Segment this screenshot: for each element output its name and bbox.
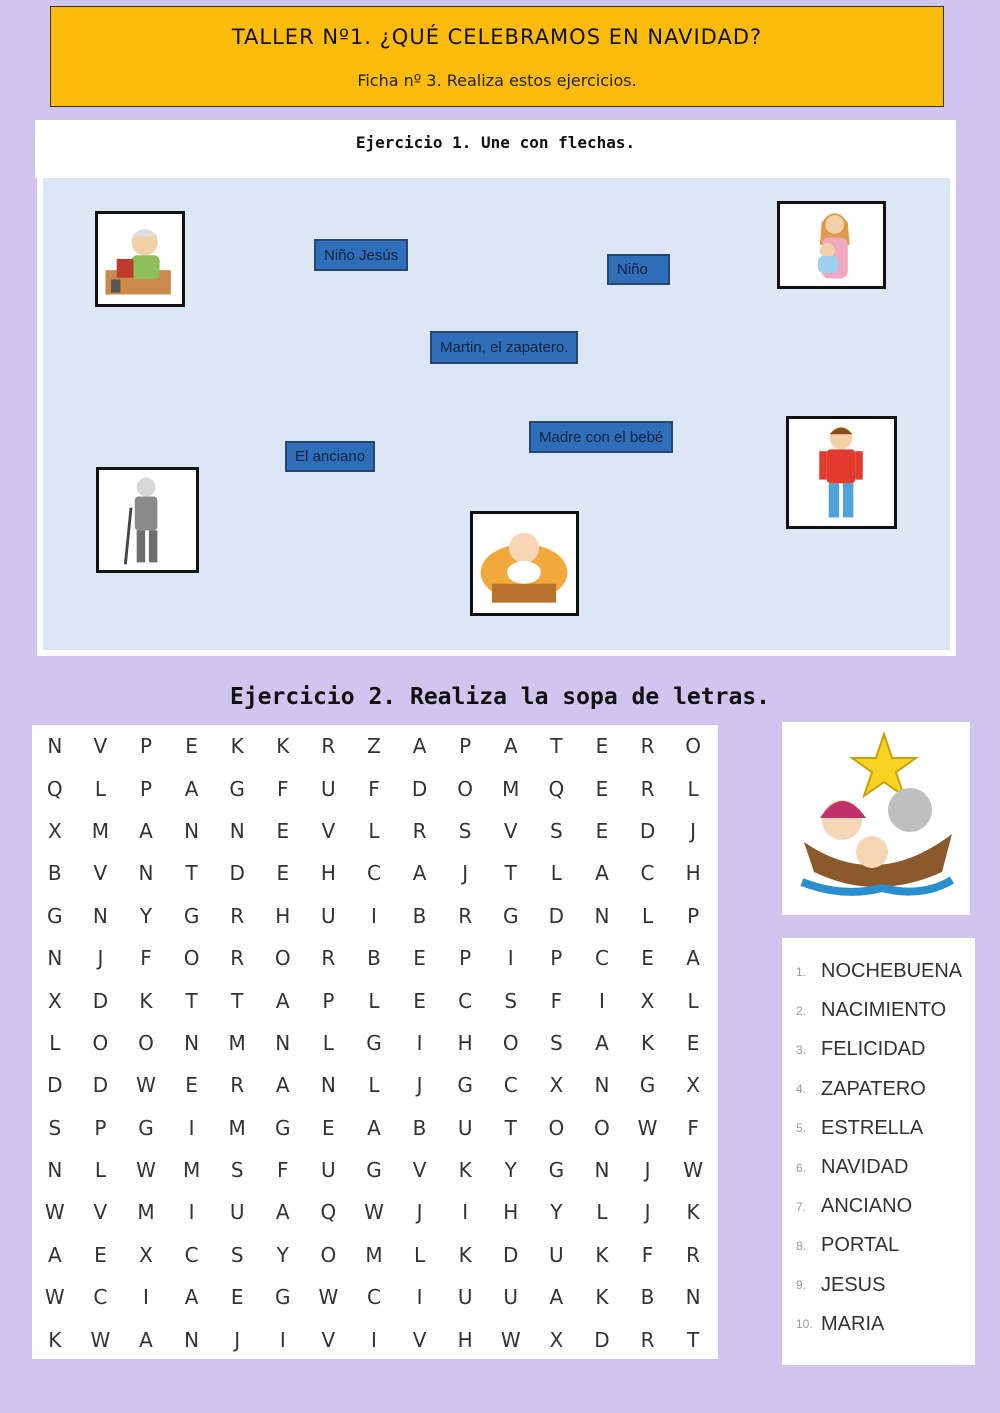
grid-letter[interactable]: M (137, 1200, 155, 1225)
grid-letter[interactable]: A (503, 734, 518, 759)
grid-letter[interactable]: I (279, 1327, 286, 1352)
grid-letter[interactable]: A (184, 776, 199, 801)
grid-letter[interactable]: D (503, 1242, 519, 1267)
grid-letter[interactable]: O (594, 1115, 610, 1140)
grid-letter[interactable]: M (365, 1242, 383, 1267)
grid-letter[interactable]: V (93, 1200, 108, 1225)
grid-letter[interactable]: V (412, 1327, 427, 1352)
grid-letter[interactable]: A (275, 1073, 290, 1098)
grid-letter[interactable]: W (318, 1285, 339, 1310)
grid-letter[interactable]: N (184, 1327, 200, 1352)
grid-letter[interactable]: N (138, 861, 154, 886)
grid-letter[interactable]: X (549, 1073, 564, 1098)
word-number: 1. (796, 964, 807, 979)
grid-letter[interactable]: O (183, 946, 200, 971)
grid-letter[interactable]: W (364, 1200, 384, 1225)
grid-letter[interactable]: P (459, 946, 472, 971)
grid-letter[interactable]: L (368, 988, 380, 1013)
grid-letter[interactable]: D (92, 1073, 109, 1098)
word-text: ESTRELLA (821, 1116, 924, 1139)
grid-letter[interactable]: B (640, 1285, 655, 1310)
grid-letter[interactable]: E (641, 946, 654, 971)
grid-letter[interactable]: A (367, 1115, 381, 1140)
grid-letter[interactable]: G (183, 903, 200, 928)
word-search-table (32, 725, 716, 1361)
grid-letter[interactable]: Q (320, 1200, 337, 1225)
worksheet-header (50, 6, 944, 107)
grid-letter[interactable]: O (274, 946, 291, 971)
word-list-item (782, 1148, 975, 1187)
grid-letter[interactable]: U (457, 1285, 473, 1310)
grid-row (32, 725, 716, 767)
word-search-grid (32, 725, 718, 1359)
word-list-item (782, 1305, 975, 1344)
grid-letter[interactable]: E (595, 734, 609, 759)
grid-letter[interactable]: F (277, 1158, 289, 1183)
grid-letter[interactable]: E (595, 776, 609, 801)
grid-letter[interactable]: H (685, 861, 701, 886)
grid-letter[interactable]: W (44, 1200, 65, 1225)
word-text: JESUS (821, 1273, 886, 1296)
grid-letter[interactable]: A (275, 1200, 290, 1225)
word-number: 8. (796, 1238, 807, 1253)
word-list (782, 938, 975, 1365)
grid-letter[interactable]: J (97, 946, 104, 971)
grid-letter[interactable]: R (458, 903, 473, 928)
grid-letter[interactable]: E (595, 818, 609, 843)
grid-letter[interactable]: O (320, 1242, 337, 1267)
grid-letter[interactable]: W (500, 1327, 521, 1352)
grid-letter[interactable]: S (48, 1115, 62, 1140)
grid-letter[interactable]: C (366, 1285, 381, 1310)
tag-el-anciano[interactable]: El anciano (285, 441, 375, 472)
exercise2-label: Ejercicio 2. Realiza la sopa de letras. (229, 684, 771, 710)
grid-letter[interactable]: A (686, 946, 700, 971)
grid-letter[interactable]: S (504, 988, 518, 1013)
grid-letter[interactable]: P (459, 734, 472, 759)
word-list-item (782, 1109, 975, 1148)
grid-letter[interactable]: C (93, 1285, 108, 1310)
grid-letter[interactable]: J (644, 1200, 651, 1225)
grid-letter[interactable]: X (686, 1073, 700, 1098)
grid-letter[interactable]: G (639, 1073, 656, 1098)
mother-with-baby-picture[interactable] (777, 201, 886, 289)
grid-letter[interactable]: V (412, 1158, 427, 1183)
grid-letter[interactable]: M (91, 818, 110, 843)
grid-letter[interactable]: I (371, 903, 377, 928)
grid-letter[interactable]: J (234, 1327, 241, 1352)
grid-letter[interactable]: V (321, 1327, 336, 1352)
grid-letter[interactable]: J (462, 861, 469, 886)
grid-row (32, 1022, 716, 1064)
grid-letter[interactable]: L (368, 1073, 380, 1098)
word-text: NOCHEBUENA (821, 960, 963, 983)
exercise1-header (35, 120, 956, 178)
grid-letter[interactable]: H (320, 861, 336, 886)
grid-letter[interactable]: P (550, 946, 563, 971)
grid-row (32, 810, 716, 852)
grid-letter[interactable]: L (641, 903, 654, 928)
grid-letter[interactable]: T (504, 1115, 517, 1140)
grid-letter[interactable]: K (458, 1242, 472, 1267)
grid-letter[interactable]: O (502, 1030, 519, 1055)
grid-letter[interactable]: K (139, 988, 153, 1013)
word-text: ZAPATERO (821, 1077, 926, 1100)
grid-letter[interactable]: M (502, 776, 520, 801)
grid-letter[interactable]: F (550, 988, 563, 1013)
grid-letter[interactable]: F (368, 776, 380, 801)
grid-letter[interactable]: J (416, 1073, 423, 1098)
grid-letter[interactable]: S (230, 1158, 244, 1183)
grid-letter[interactable]: U (321, 776, 336, 801)
grid-letter[interactable]: A (139, 1327, 153, 1352)
grid-letter[interactable]: W (637, 1115, 658, 1140)
grid-letter[interactable]: A (549, 1285, 564, 1310)
grid-letter[interactable]: G (502, 903, 519, 928)
grid-letter[interactable]: L (413, 1242, 426, 1267)
grid-letter[interactable]: D (92, 988, 109, 1013)
grid-letter[interactable]: A (47, 1242, 62, 1267)
grid-letter[interactable]: B (412, 1115, 427, 1140)
grid-letter[interactable]: E (322, 1115, 335, 1140)
grid-letter[interactable]: P (94, 1115, 107, 1140)
grid-letter[interactable]: I (188, 1200, 195, 1225)
grid-row (32, 895, 716, 937)
grid-letter[interactable]: E (276, 818, 290, 843)
grid-letter[interactable]: O (685, 734, 701, 759)
grid-letter[interactable]: J (690, 818, 697, 843)
grid-letter[interactable]: B (367, 946, 381, 971)
grid-letter[interactable]: P (139, 734, 153, 759)
grid-letter[interactable]: N (594, 1073, 610, 1098)
grid-row (32, 1064, 716, 1106)
grid-letter[interactable]: L (596, 1200, 608, 1225)
grid-row (32, 767, 716, 809)
word-number: 6. (796, 1160, 807, 1175)
grid-letter[interactable]: A (184, 1285, 199, 1310)
grid-letter[interactable]: W (136, 1073, 156, 1098)
grid-letter[interactable]: A (139, 818, 153, 843)
grid-letter[interactable]: O (457, 776, 474, 801)
grid-letter[interactable]: N (47, 734, 63, 759)
grid-letter[interactable]: L (368, 818, 380, 843)
word-text: MARIA (821, 1312, 885, 1335)
grid-letter[interactable]: M (228, 1030, 246, 1055)
grid-letter[interactable]: B (47, 861, 62, 886)
grid-letter[interactable]: T (504, 861, 517, 886)
old-man-picture[interactable] (96, 467, 199, 573)
word-list-item (782, 1030, 975, 1069)
grid-letter[interactable]: T (185, 988, 198, 1013)
grid-letter[interactable]: W (136, 1158, 156, 1183)
grid-letter[interactable]: P (687, 903, 700, 928)
grid-letter[interactable]: V (93, 861, 108, 886)
grid-row (32, 1318, 716, 1360)
grid-letter[interactable]: K (48, 1327, 62, 1352)
grid-letter[interactable]: G (47, 903, 63, 928)
grid-letter[interactable]: I (416, 1285, 423, 1310)
grid-letter[interactable]: K (595, 1285, 609, 1310)
grid-letter[interactable]: M (228, 1115, 246, 1140)
grid-letter[interactable]: N (229, 818, 245, 843)
grid-letter[interactable]: C (184, 1242, 199, 1267)
grid-letter[interactable]: C (366, 861, 381, 886)
grid-letter[interactable]: K (458, 1158, 472, 1183)
grid-letter[interactable]: F (277, 776, 289, 801)
grid-letter[interactable]: H (457, 1030, 473, 1055)
word-list-item (782, 991, 975, 1030)
grid-letter[interactable]: E (94, 1242, 107, 1267)
grid-letter[interactable]: P (322, 988, 335, 1013)
grid-letter[interactable]: Y (550, 1200, 563, 1225)
grid-letter[interactable]: G (366, 1158, 382, 1183)
boy-picture[interactable] (786, 416, 897, 529)
tag-nino-jesus[interactable]: Niño Jesús (314, 239, 408, 271)
grid-row (32, 1234, 716, 1276)
grid-letter[interactable]: N (47, 946, 63, 971)
grid-letter[interactable]: I (371, 1327, 377, 1352)
grid-letter[interactable]: G (229, 776, 245, 801)
grid-letter[interactable]: I (143, 1285, 149, 1310)
grid-letter[interactable]: X (47, 818, 62, 843)
word-text: NAVIDAD (821, 1156, 909, 1179)
grid-letter[interactable]: C (640, 861, 655, 886)
grid-letter[interactable]: Y (504, 1158, 517, 1183)
grid-letter[interactable]: L (49, 1030, 61, 1055)
grid-letter[interactable]: V (321, 818, 336, 843)
grid-letter[interactable]: A (595, 1030, 609, 1055)
grid-letter[interactable]: C (503, 1073, 518, 1098)
grid-letter[interactable]: D (47, 1073, 63, 1098)
tag-nino[interactable]: Niño (607, 254, 670, 285)
grid-letter[interactable]: K (230, 734, 244, 759)
grid-letter[interactable]: R (640, 734, 655, 759)
grid-letter[interactable]: X (549, 1327, 564, 1352)
grid-letter[interactable]: G (275, 1285, 291, 1310)
grid-letter[interactable]: E (185, 1073, 198, 1098)
grid-letter[interactable]: A (595, 861, 609, 886)
grid-letter[interactable]: U (549, 1242, 564, 1267)
grid-letter[interactable]: I (416, 1030, 423, 1055)
grid-letter[interactable]: N (275, 1030, 291, 1055)
grid-letter[interactable]: K (640, 1030, 655, 1055)
grid-letter[interactable]: L (550, 861, 562, 886)
grid-letter[interactable]: D (639, 818, 656, 843)
grid-letter[interactable]: Z (367, 734, 381, 759)
grid-row (32, 1276, 716, 1318)
grid-letter[interactable]: U (321, 1158, 336, 1183)
grid-letter[interactable]: P (139, 776, 153, 801)
grid-letter[interactable]: R (640, 776, 655, 801)
grid-letter[interactable]: G (138, 1115, 154, 1140)
grid-letter[interactable]: G (275, 1115, 291, 1140)
grid-letter[interactable]: K (276, 734, 290, 759)
word-number: 10. (796, 1317, 813, 1332)
grid-letter[interactable]: S (549, 818, 563, 843)
grid-row (32, 1107, 716, 1149)
grid-letter[interactable]: Q (548, 776, 565, 801)
grid-letter[interactable]: R (321, 946, 336, 971)
grid-letter[interactable]: I (507, 946, 514, 971)
grid-letter[interactable]: A (412, 734, 427, 759)
grid-letter[interactable]: X (640, 988, 655, 1013)
nativity-picture (782, 722, 970, 915)
grid-letter[interactable]: N (685, 1285, 701, 1310)
grid-letter[interactable]: R (412, 818, 427, 843)
grid-letter[interactable]: X (139, 1242, 153, 1267)
grid-letter[interactable]: N (184, 818, 200, 843)
grid-letter[interactable]: L (687, 776, 699, 801)
grid-letter[interactable]: F (140, 946, 152, 971)
grid-letter[interactable]: F (687, 1115, 699, 1140)
worksheet-title: TALLER Nº1. ¿QUÉ CELEBRAMOS EN NAVIDAD? (231, 25, 763, 49)
grid-row (32, 1149, 716, 1191)
tag-martin-zapatero[interactable]: Martin, el zapatero. (430, 331, 578, 364)
grid-row (32, 852, 716, 894)
grid-letter[interactable]: I (188, 1115, 195, 1140)
grid-letter[interactable]: N (594, 903, 610, 928)
exercise1-label: Ejercicio 1. Une con flechas. (355, 133, 636, 152)
grid-letter[interactable]: F (641, 1242, 654, 1267)
grid-letter[interactable]: R (321, 734, 336, 759)
grid-letter[interactable]: T (185, 861, 198, 886)
grid-letter[interactable]: I (462, 1200, 469, 1225)
grid-letter[interactable]: I (598, 988, 605, 1013)
grid-letter[interactable]: L (94, 776, 106, 801)
grid-letter[interactable]: T (550, 734, 563, 759)
grid-letter[interactable]: M (182, 1158, 201, 1183)
grid-letter[interactable]: O (92, 1030, 109, 1055)
grid-letter[interactable]: S (549, 1030, 563, 1055)
grid-letter[interactable]: H (503, 1200, 519, 1225)
grid-letter[interactable]: O (138, 1030, 154, 1055)
grid-letter[interactable]: N (320, 1073, 336, 1098)
grid-letter[interactable]: Y (276, 1242, 289, 1267)
grid-letter[interactable]: D (229, 861, 245, 886)
grid-letter[interactable]: R (640, 1327, 655, 1352)
grid-letter[interactable]: A (412, 861, 427, 886)
worksheet-subtitle: Ficha nº 3. Realiza estos ejercicios. (357, 71, 637, 90)
grid-letter[interactable]: R (230, 1073, 245, 1098)
grid-letter[interactable]: E (230, 1285, 244, 1310)
word-list-item (782, 1266, 975, 1305)
grid-letter[interactable]: S (230, 1242, 244, 1267)
grid-letter[interactable]: Q (46, 776, 63, 801)
grid-letter[interactable]: C (594, 946, 609, 971)
word-list-item (782, 1070, 975, 1109)
grid-letter[interactable]: U (229, 1200, 245, 1225)
grid-letter[interactable]: D (548, 903, 565, 928)
grid-letter[interactable]: J (644, 1158, 651, 1183)
grid-letter[interactable]: T (231, 988, 244, 1013)
word-number: 5. (796, 1121, 807, 1136)
word-list-item (782, 1187, 975, 1226)
grid-letter[interactable]: D (411, 776, 428, 801)
grid-letter[interactable]: G (457, 1073, 473, 1098)
word-number: 2. (796, 1003, 807, 1018)
shoemaker-picture[interactable] (95, 211, 185, 307)
word-text: PORTAL (821, 1234, 900, 1257)
word-list-item (782, 1226, 975, 1265)
grid-letter[interactable]: X (47, 988, 62, 1013)
grid-letter[interactable]: W (44, 1285, 65, 1310)
grid-letter[interactable]: E (686, 1030, 700, 1055)
grid-letter[interactable]: R (230, 903, 245, 928)
tag-madre-bebe[interactable]: Madre con el bebé (529, 421, 673, 453)
grid-letter[interactable]: K (595, 1242, 609, 1267)
grid-letter[interactable]: A (275, 988, 290, 1013)
grid-letter[interactable]: W (683, 1158, 703, 1183)
grid-letter[interactable]: C (458, 988, 473, 1013)
grid-letter[interactable]: T (687, 1327, 700, 1352)
grid-letter[interactable]: H (457, 1327, 473, 1352)
grid-letter[interactable]: J (416, 1200, 423, 1225)
grid-letter[interactable]: L (322, 1030, 334, 1055)
grid-letter[interactable]: N (47, 1158, 63, 1183)
word-number: 9. (796, 1278, 807, 1293)
grid-row (32, 937, 716, 979)
grid-letter[interactable]: E (276, 861, 290, 886)
grid-letter[interactable]: E (413, 946, 426, 971)
grid-letter[interactable]: G (366, 1030, 382, 1055)
grid-letter[interactable]: Y (139, 903, 153, 928)
grid-letter[interactable]: G (548, 1158, 565, 1183)
word-number: 7. (796, 1199, 807, 1214)
grid-letter[interactable]: N (184, 1030, 200, 1055)
grid-letter[interactable]: B (412, 903, 427, 928)
grid-letter[interactable]: V (93, 734, 108, 759)
grid-letter[interactable]: D (594, 1327, 610, 1352)
grid-letter[interactable]: U (321, 903, 336, 928)
grid-letter[interactable]: R (686, 1242, 701, 1267)
exercise1-matching-area (37, 178, 956, 656)
word-number: 4. (796, 1082, 807, 1097)
grid-row (32, 1191, 716, 1233)
grid-letter[interactable]: O (548, 1115, 565, 1140)
grid-letter[interactable]: N (594, 1158, 610, 1183)
word-list-item (782, 952, 975, 991)
grid-letter[interactable]: R (230, 946, 245, 971)
grid-row (32, 979, 716, 1021)
grid-letter[interactable]: N (92, 903, 108, 928)
grid-letter[interactable]: L (94, 1158, 106, 1183)
word-text: FELICIDAD (821, 1038, 926, 1061)
grid-letter[interactable]: K (686, 1200, 700, 1225)
grid-letter[interactable]: E (185, 734, 198, 759)
grid-letter[interactable]: S (458, 818, 472, 843)
word-text: NACIMIENTO (821, 999, 947, 1022)
word-number: 3. (796, 1042, 807, 1057)
grid-letter[interactable]: W (90, 1327, 111, 1352)
word-text: ANCIANO (821, 1195, 913, 1218)
grid-letter[interactable]: U (503, 1285, 519, 1310)
grid-letter[interactable]: V (503, 818, 518, 843)
grid-letter[interactable]: L (687, 988, 699, 1013)
grid-letter[interactable]: E (413, 988, 426, 1013)
grid-letter[interactable]: U (457, 1115, 473, 1140)
baby-jesus-picture[interactable] (470, 511, 579, 616)
grid-letter[interactable]: H (275, 903, 291, 928)
